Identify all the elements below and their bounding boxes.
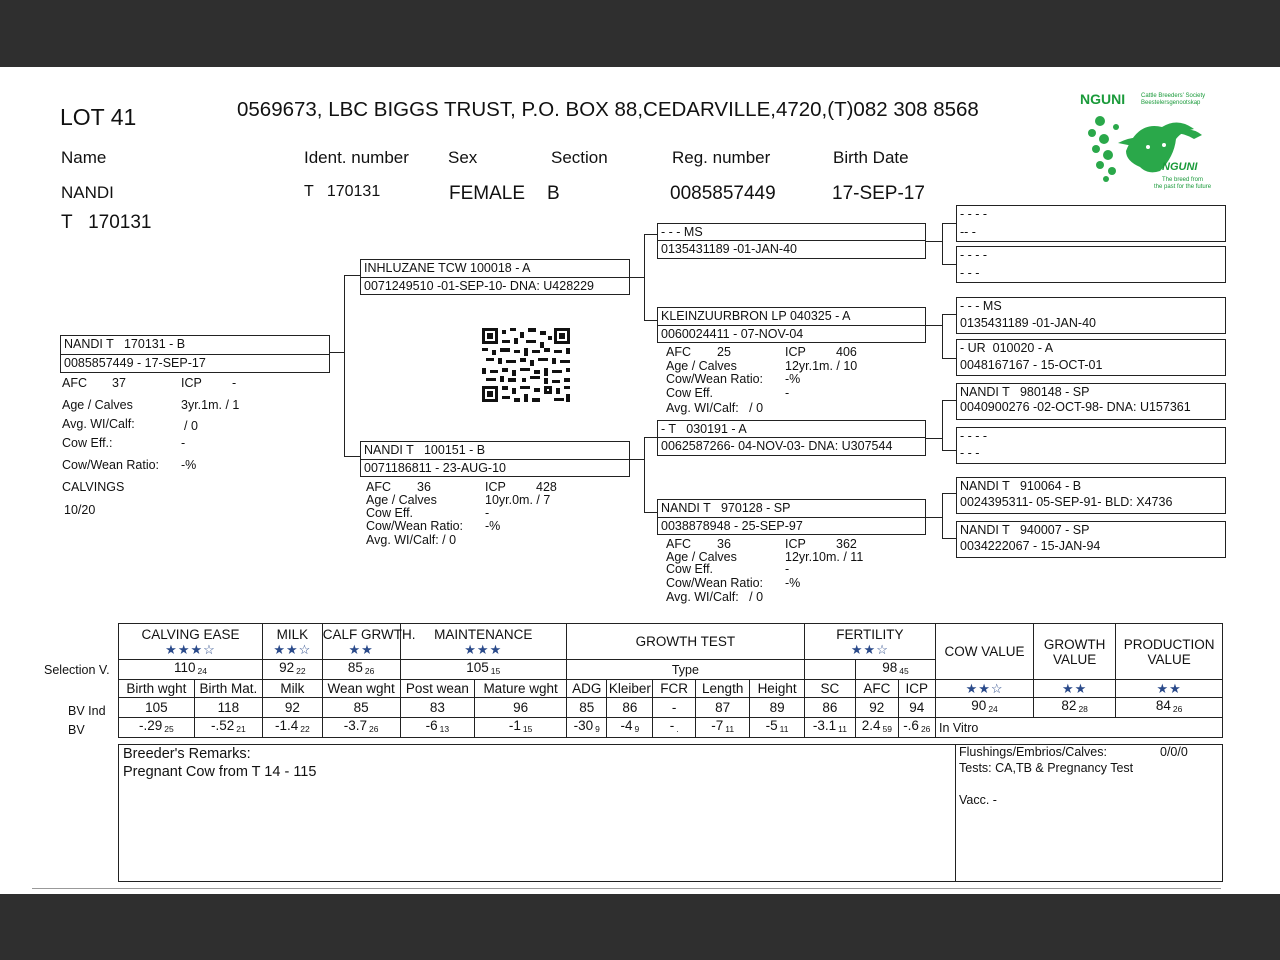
fertility-stars-icon: ★★☆ [850,641,889,657]
grandparent-box-4 [657,499,926,535]
grandparent-box-2 [657,307,926,343]
gp4-eff: - [785,562,790,576]
ggp6-line2: - - - [960,446,980,460]
dam-wi: Avg. WI/Calf: / 0 [366,533,457,547]
gp2-ratio-label: Cow/Wean Ratio: [666,372,764,386]
performance-table [118,623,1223,738]
calvings-label: CALVINGS [62,480,125,494]
great-grandparent-box-4 [956,339,1226,376]
column-header: AFC [855,680,898,698]
animal-reg: 0085857449 [670,183,776,204]
great-grandparent-box-5 [956,383,1226,420]
gp4-line1: NANDI T 970128 - SP [661,501,791,515]
great-grandparent-box-1 [956,205,1226,242]
selection-fertility-blank [804,660,855,680]
bv-ind-row [119,698,1223,718]
ggp5-line1: NANDI T 980148 - SP [960,385,1090,399]
ggp4-line1: - UR 010020 - A [960,341,1054,355]
ggp8-line1: NANDI T 940007 - SP [960,523,1090,537]
row-label-bv-ind: BV Ind [68,704,106,718]
cow-value-stars-icon: ★★☆ [935,680,1033,698]
logo-motto-1: The breed from [1162,177,1204,183]
in-vitro-label: In Vitro [935,718,1222,738]
column-header-row [119,680,1223,698]
group-growth-test: GROWTH TEST [566,624,804,660]
column-header: Birth wght [119,680,195,698]
column-header: Height [750,680,804,698]
calf-growth-stars-icon: ★★ [348,641,374,657]
ggp1-line1: - - - - [960,207,988,221]
gp4-afc-label: AFC [666,537,691,551]
gp3-line2: 0062587266- 04-NOV-03- DNA: U307544 [661,439,893,453]
gp2-icp-label: ICP [785,345,806,359]
gp4-ratio-label: Cow/Wean Ratio: [666,576,764,590]
column-header: SC [804,680,855,698]
selection-milk: 92 $_{22}$ [262,660,322,680]
growth-value-stars-icon: ★★ [1034,680,1116,698]
subject-afc-label: AFC [62,376,87,390]
sire-box [360,259,630,295]
selection-maintenance: 105 $_{15}$ [400,660,566,680]
dam-afc: 36 [417,480,431,494]
gp2-afc: 25 [717,345,731,359]
label-ident: Ident. number [304,148,409,167]
bv-ind-cell: 89 [750,698,804,718]
selection-type: Type [566,660,804,680]
bv-ind-cell: 92 [262,698,322,718]
remarks-title: Breeder's Remarks: [123,746,251,762]
dam-icp: 428 [536,480,557,494]
selection-calving-ease: 110 $_{24}$ [119,660,263,680]
logo-tagline: Cattle Breeders' Society Beestelersgenootskap [1141,93,1206,106]
great-grandparent-box-7 [956,477,1226,514]
logo-subtitle: NGUNI [1162,161,1198,173]
bv-cell: -30 $_9$ [566,718,607,738]
bv-cell: -1.4 $_{22}$ [262,718,322,738]
group-milk: MILK ★★☆ [262,624,322,660]
column-header: Birth Mat. [194,680,262,698]
bv-cell: -7 $_{11}$ [695,718,749,738]
subject-ratio-label: Cow/Wean Ratio: [62,458,160,472]
dam-icp-label: ICP [485,480,506,494]
bv-ind-cell: 86 [607,698,653,718]
selection-fertility: 98 $_{45}$ [855,660,935,680]
grandparent-box-3 [657,420,926,456]
bv-ind-cell: 105 [119,698,195,718]
ggp8-line2: 0034222067 - 15-JAN-94 [960,539,1101,553]
bv-cell: -1 $_{15}$ [475,718,567,738]
subject-age-label: Age / Calves [62,398,133,412]
vaccination-text: Vacc. - [959,793,997,807]
column-header: Mature wght [475,680,567,698]
logo-motto-2: the past for the future [1154,184,1212,190]
group-fertility: FERTILITY ★★☆ [804,624,935,660]
gp2-line1: KLEINZUURBRON LP 040325 - A [661,309,851,323]
flushings-value: 0/0/0 [1160,745,1188,759]
ggp3-line1: - - - MS [960,299,1002,313]
ggp3-line2: 0135431189 -01-JAN-40 [960,316,1096,330]
flushings-label: Flushings/Embrios/Calves: [959,745,1107,759]
gp2-eff-label: Cow Eff. [666,386,714,400]
bv-ind-cell: 83 [400,698,475,718]
group-calf-growth: CALF GRWTH. ★★ [322,624,400,660]
subject-wi-label: Avg. WI/Calf: [62,417,135,431]
gp2-eff: - [785,386,790,400]
gp4-age-label: Age / Calves [666,550,737,564]
dam-ratio: -% [485,519,501,533]
animal-ident: T 170131 [304,183,381,200]
gp4-afc: 36 [717,537,731,551]
column-header: Kleiber [608,680,651,696]
label-name: Name [61,148,107,167]
animal-name: NANDI [61,183,114,202]
dam-age: 10yr.0m. / 7 [485,493,551,507]
ggp1-line2: -- - [960,225,976,239]
subject-afc: 37 [112,376,126,390]
great-grandparent-box-2 [956,246,1226,283]
column-header: Length [695,680,749,698]
ggp6-line1: - - - - [960,429,988,443]
column-header: ICP [898,680,935,698]
growth-value-cell: 82 $_{28}$ [1034,698,1116,718]
subject-age: 3yr.1m. / 1 [181,398,240,412]
subject-eff-label: Cow Eff.: [62,436,113,450]
bv-cell: -4 $_9$ [607,718,653,738]
label-sex: Sex [448,148,478,167]
ggp4-line2: 0048167167 - 15-OCT-01 [960,358,1103,372]
logo-title: NGUNI [1080,91,1126,107]
row-label-bv: BV [68,723,85,737]
production-value-stars-icon: ★★ [1116,680,1223,698]
column-header: ADG [566,680,607,698]
subject-line2: 0085857449 - 17-SEP-17 [64,356,206,370]
bv-ind-cell: 86 [804,698,855,718]
dam-line2: 0071186811 - 23-AUG-10 [364,461,506,475]
calving-ease-stars-icon: ★★★☆ [165,641,216,657]
bv-ind-cell: 92 [855,698,898,718]
dam-afc-label: AFC [366,480,391,494]
gp4-ratio: -% [785,576,801,590]
gp4-icp-label: ICP [785,537,806,551]
remarks-box [118,744,1223,882]
column-header: Milk [262,680,322,698]
gp2-line2: 0060024411 - 07-NOV-04 [661,327,804,341]
bv-cell: -.29 $_{25}$ [119,718,195,738]
ggp5-line2: 0040900276 -02-OCT-98- DNA: U157361 [960,400,1191,414]
great-grandparent-box-6 [956,427,1226,464]
bv-cell: -5 $_{11}$ [750,718,804,738]
animal-tattoo: T 170131 [61,212,152,233]
animal-sex: FEMALE [449,183,526,204]
group-growth-value: GROWTH VALUE [1034,624,1116,680]
subject-line1: NANDI T 170131 - B [64,337,186,351]
subject-ratio: -% [181,458,197,472]
dam-eff-label: Cow Eff. [366,506,414,520]
bv-ind-cell: 96 [475,698,567,718]
gp2-age: 12yr.1m. / 10 [785,359,858,373]
gp4-line2: 0038878948 - 25-SEP-97 [661,519,803,533]
gp2-icp: 406 [836,345,857,359]
label-birth: Birth Date [833,148,909,167]
gp2-age-label: Age / Calves [666,359,737,373]
gp4-eff-label: Cow Eff. [666,562,714,576]
bv-ind-cell: 118 [194,698,262,718]
dam-line1: NANDI T 100151 - B [364,443,486,457]
row-label-selection: Selection V. [44,663,110,677]
subject-box [60,335,330,373]
bv-cell: -3.7 $_{26}$ [322,718,400,738]
subject-wi: / 0 [184,419,198,433]
pedigree-document [0,67,1280,894]
dam-age-label: Age / Calves [366,493,437,507]
ggp7-line2: 0024395311- 05-SEP-91- BLD: X4736 [960,495,1173,509]
grandparent-box-1 [657,223,926,259]
bv-cell: -.6 $_{26}$ [898,718,935,738]
sire-line2: 0071249510 -01-SEP-10- DNA: U428229 [364,279,595,293]
label-section: Section [551,148,608,167]
bv-cell: - $_.$ [653,718,696,738]
dam-box [360,441,630,477]
gp2-ratio: -% [785,372,801,386]
milk-stars-icon: ★★☆ [273,641,312,657]
gp2-afc-label: AFC [666,345,691,359]
nguni-logo [1078,91,1212,195]
sire-line1: INHLUZANE TCW 100018 - A [364,261,531,275]
gp2-wi: Avg. WI/Calf: / 0 [666,401,764,415]
gp4-age: 12yr.10m. / 11 [785,550,864,564]
ggp2-line2: - - - [960,266,980,280]
great-grandparent-box-3 [956,297,1226,334]
dam-eff: - [485,506,490,520]
bv-row [119,718,1223,738]
animal-section: B [547,183,560,204]
label-reg: Reg. number [672,148,771,167]
gp4-icp: 362 [836,537,857,551]
bv-cell: -3.1 $_{11}$ [804,718,855,738]
dam-ratio-label: Cow/Wean Ratio: [366,519,464,533]
group-calving-ease: CALVING EASE ★★★☆ [119,624,263,660]
bv-ind-cell: 85 [322,698,400,718]
great-grandparent-box-8 [956,521,1226,558]
group-cow-value: COW VALUE [935,624,1033,680]
gp1-line2: 0135431189 -01-JAN-40 [661,242,797,256]
bv-cell: 2.4 $_{59}$ [855,718,898,738]
column-header: Wean wght [322,680,400,698]
remarks-text: Pregnant Cow from T 14 - 115 [123,764,317,780]
gp1-line1: - - - MS [661,225,703,239]
bv-ind-cell: 87 [695,698,749,718]
ggp2-line1: - - - - [960,248,988,262]
animal-birth: 17-SEP-17 [832,183,925,204]
maintenance-stars-icon: ★★★ [464,641,503,657]
gp3-line1: - T 030191 - A [661,422,747,436]
subject-icp: - [232,376,237,390]
gp4-wi: Avg. WI/Calf: / 0 [666,590,764,604]
bv-cell: -6 $_{13}$ [400,718,475,738]
column-header: FCR [653,680,696,698]
subject-icp-label: ICP [181,376,202,390]
bv-cell: -.52 $_{21}$ [194,718,262,738]
column-header: Post wean [400,680,475,698]
subject-eff: - [181,436,186,450]
ggp7-line1: NANDI T 910064 - B [960,479,1082,493]
selection-calf-growth: 85 $_{26}$ [322,660,400,680]
cow-value-cell: 90 $_{24}$ [935,698,1033,718]
owner-details: 0569673, LBC BIGGS TRUST, P.O. BOX 88,CEDARVILLE,4720,(T)082 308 8568 [237,98,979,121]
tests-text: Tests: CA,TB & Pregnancy Test [959,761,1134,775]
calvings-value: 10/20 [64,503,96,517]
lot-number: LOT 41 [60,104,137,130]
production-value-cell: 84 $_{26}$ [1116,698,1223,718]
qr-code-icon [482,328,570,402]
group-maintenance: MAINTENANCE ★★★ [400,624,566,660]
bv-ind-cell: 94 [898,698,935,718]
bv-ind-cell: - [653,698,696,718]
group-production-value: PRODUCTION VALUE [1116,624,1223,680]
bv-ind-cell: 85 [566,698,607,718]
